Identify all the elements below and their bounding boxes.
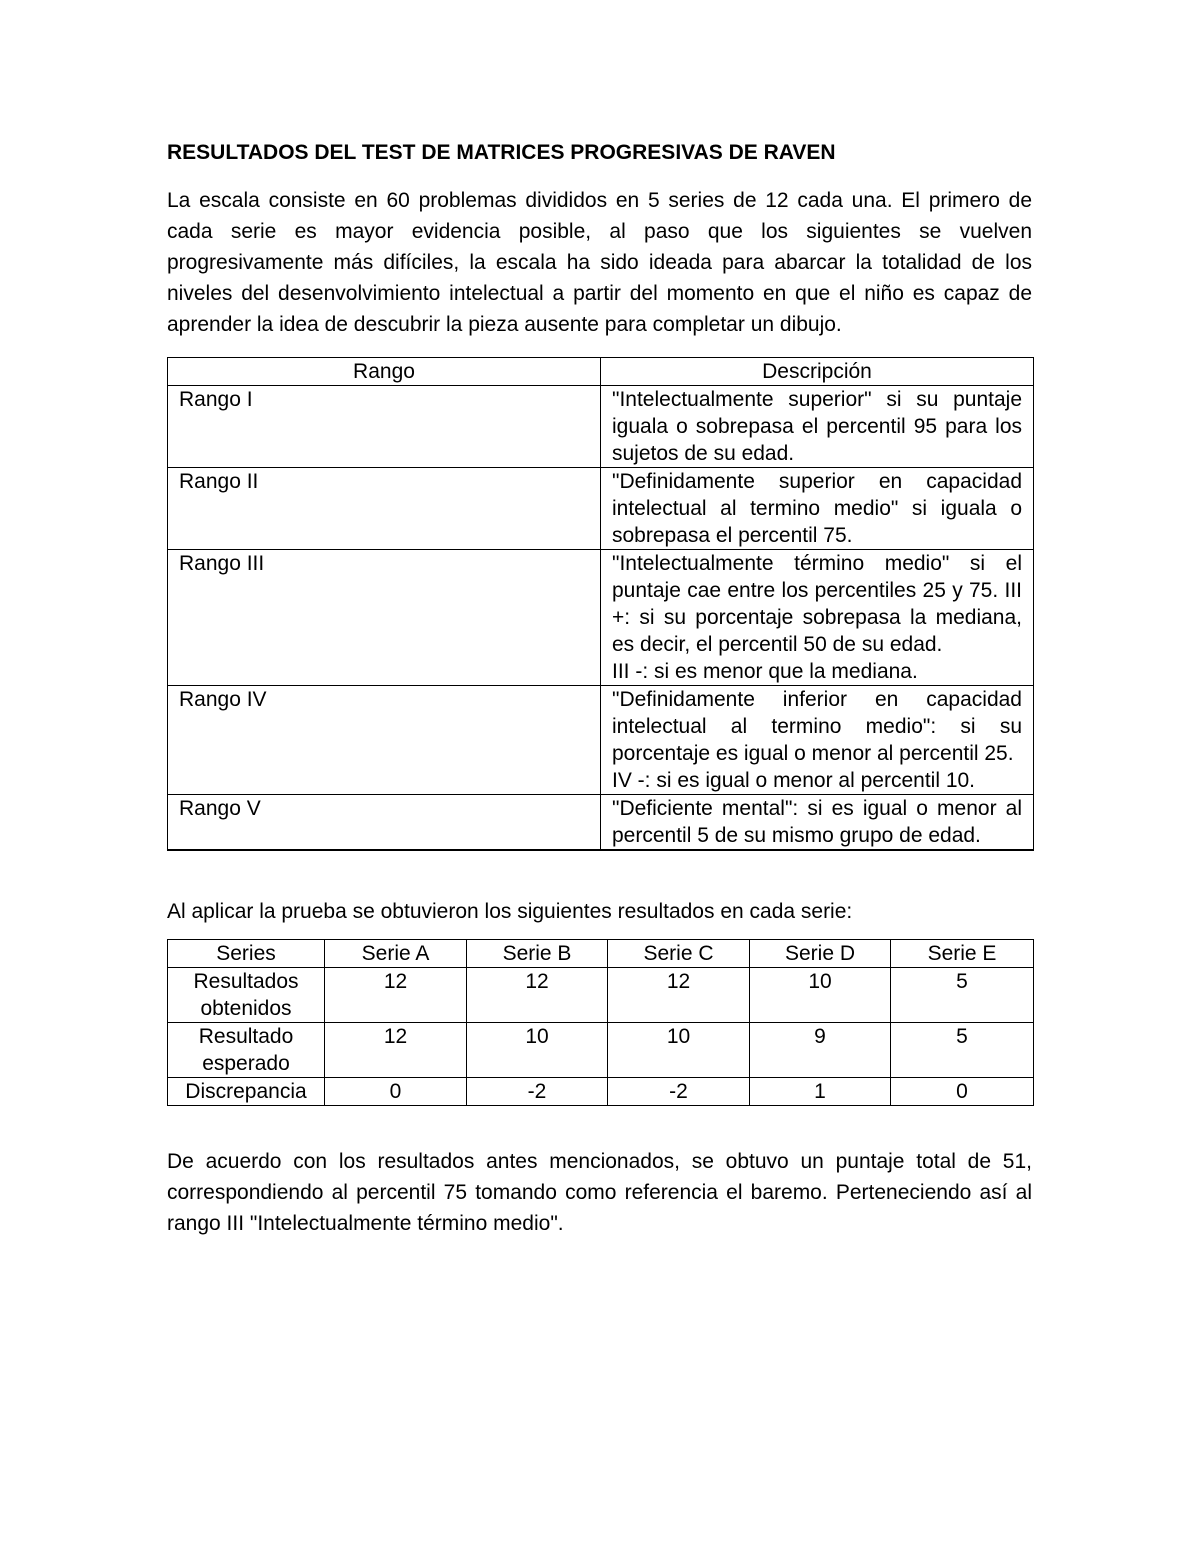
- table-cell: 0: [891, 1078, 1034, 1106]
- table-row: [168, 968, 1034, 1023]
- series-results-table: [167, 939, 1034, 1106]
- rango-description-text: "Deficiente mental": si es igual o menor al percentil 5 de su mismo grupo de edad.: [612, 797, 1022, 847]
- table-cell: -2: [467, 1078, 608, 1106]
- row-label: Resultado esperado: [168, 1023, 325, 1078]
- table-row: [168, 550, 1034, 686]
- rangos-header-rango: Rango: [168, 358, 601, 386]
- table-cell: 12: [467, 968, 608, 1023]
- table-cell: 5: [891, 1023, 1034, 1078]
- series-header-cell: Serie C: [608, 940, 750, 968]
- rango-name: Rango V: [168, 795, 601, 851]
- intro-paragraph: La escala consiste en 60 problemas divididos en 5 series de 12 cada una. El primero de cada serie es mayor evidencia posible, al paso que los siguientes se vuelven progresivamente más difíciles, la escala ha sido ideada para abarcar la totalidad de los niveles del desenvolvimiento intelectual a partir del momento en que el niño es capaz de aprender la idea de descubrir la pieza ausente para completar un dibujo.: [167, 189, 1032, 336]
- table-cell: 9: [750, 1023, 891, 1078]
- series-header-cell: Serie E: [891, 940, 1034, 968]
- table-cell: 12: [608, 968, 750, 1023]
- table-row: [168, 1023, 1034, 1078]
- table-row: [168, 386, 1034, 468]
- table-row: [168, 686, 1034, 795]
- rango-description: [601, 468, 1034, 550]
- rango-name: Rango I: [168, 386, 601, 468]
- results-intro: Al aplicar la prueba se obtuvieron los siguientes resultados en cada serie:: [167, 900, 853, 923]
- rango-name: Rango II: [168, 468, 601, 550]
- table-row: [168, 1078, 1034, 1106]
- series-header-cell: Serie A: [325, 940, 467, 968]
- table-cell: 12: [325, 1023, 467, 1078]
- rango-description-text: "Intelectualmente superior" si su puntaje iguala o sobrepasa el percentil 95 para los sujetos de su edad.: [612, 388, 1022, 465]
- rangos-header-row: [168, 358, 1034, 386]
- table-cell: 12: [325, 968, 467, 1023]
- table-row: [168, 795, 1034, 851]
- rango-name: Rango III: [168, 550, 601, 686]
- rango-description-subnote: IV -: si es igual o menor al percentil 10.: [612, 769, 976, 792]
- row-label: Resultados obtenidos: [168, 968, 325, 1023]
- rango-description: [601, 795, 1034, 851]
- rangos-header-descripcion: Descripción: [601, 358, 1034, 386]
- table-cell: 1: [750, 1078, 891, 1106]
- table-cell: 10: [750, 968, 891, 1023]
- table-row: [168, 468, 1034, 550]
- document-title: RESULTADOS DEL TEST DE MATRICES PROGRESIVAS DE RAVEN: [167, 141, 836, 164]
- series-header-cell: Serie D: [750, 940, 891, 968]
- table-cell: 0: [325, 1078, 467, 1106]
- rango-description-text: "Definidamente superior en capacidad intelectual al termino medio" si iguala o sobrepasa el percentil 75.: [612, 470, 1022, 547]
- rangos-table: [167, 357, 1034, 851]
- series-header-cell: Series: [168, 940, 325, 968]
- rango-description-subnote: III -: si es menor que la mediana.: [612, 660, 918, 683]
- table-cell: -2: [608, 1078, 750, 1106]
- rango-description: [601, 550, 1034, 686]
- rango-description-text: "Definidamente inferior en capacidad intelectual al termino medio": si su porcentaje es igual o menor al percentil 25.: [612, 688, 1022, 765]
- conclusion-paragraph: De acuerdo con los resultados antes mencionados, se obtuvo un puntaje total de 51, correspondiendo al percentil 75 tomando como referencia el baremo. Perteneciendo así al rango III "Intelectualmente término medio".: [167, 1150, 1032, 1235]
- rango-name: Rango IV: [168, 686, 601, 795]
- table-cell: 5: [891, 968, 1034, 1023]
- rango-description-text: "Intelectualmente término medio" si el puntaje cae entre los percentiles 25 y 75. III +: si su porcentaje sobrepasa la mediana, es decir, el percentil 50 de su edad.: [612, 552, 1022, 656]
- document-page: [167, 138, 1032, 1239]
- table-cell: 10: [608, 1023, 750, 1078]
- rango-description: [601, 386, 1034, 468]
- rango-description: [601, 686, 1034, 795]
- series-header-cell: Serie B: [467, 940, 608, 968]
- series-header-row: [168, 940, 1034, 968]
- table-cell: 10: [467, 1023, 608, 1078]
- row-label: Discrepancia: [168, 1078, 325, 1106]
